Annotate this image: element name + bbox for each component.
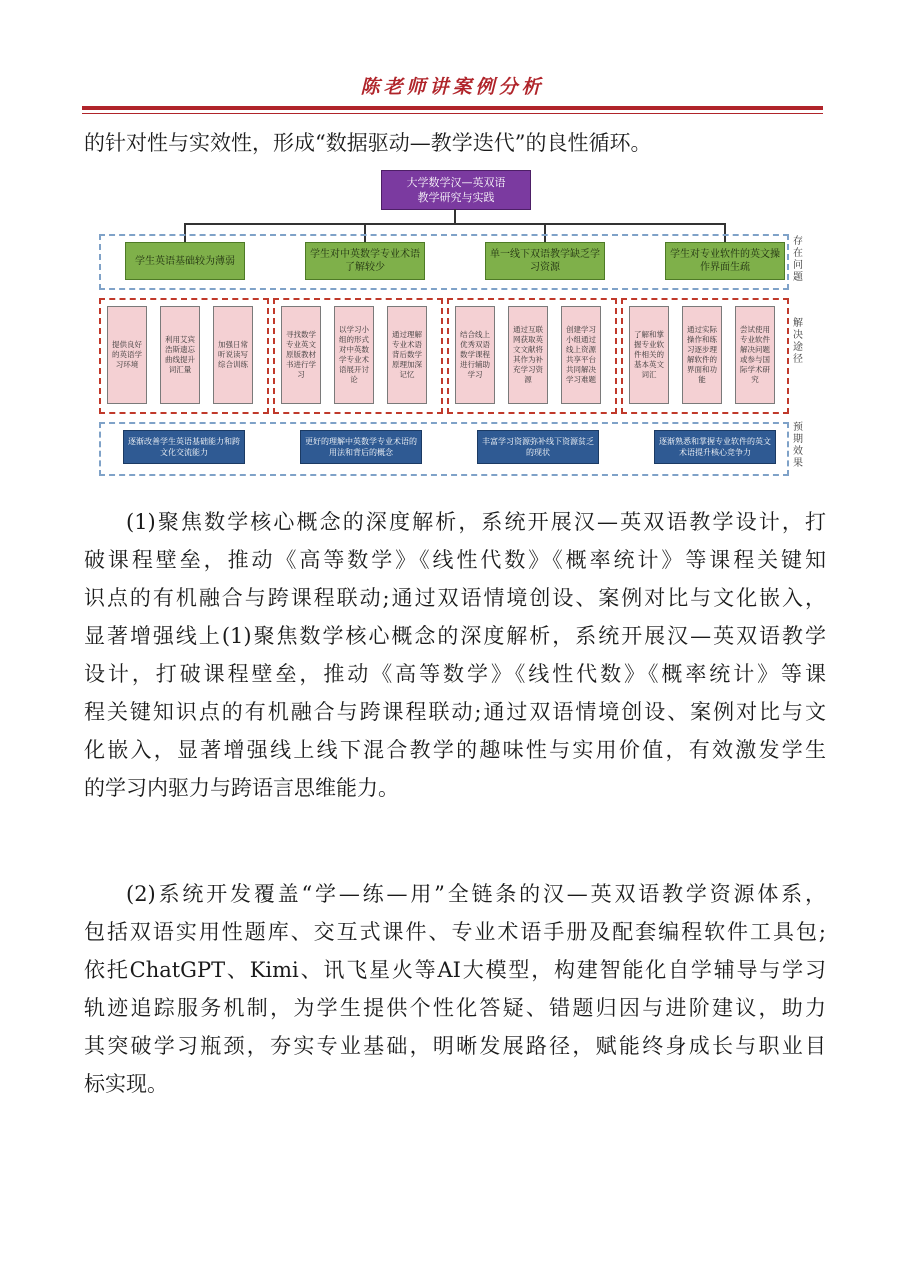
solution-box: 提供良好的英语学习环境	[107, 306, 147, 404]
side-label: 预期效果	[793, 422, 803, 469]
framework-diagram	[97, 168, 812, 482]
paragraph-line: 的学习内驱力与跨语言思维能力。	[84, 776, 399, 800]
intro-line: 的针对性与实效性，形成“数据驱动—教学迭代”的良性循环。	[84, 131, 652, 155]
paragraph-line: (1)聚焦数学核心概念的深度解析，系统开展汉—英双语教学设计，打	[126, 510, 826, 534]
diagram-title-line: 大学数学汉—英双语	[406, 176, 506, 189]
solution-box: 以学习小组的形式对中英数学专业术语展开讨论	[334, 306, 374, 404]
diagram-title	[381, 170, 531, 210]
header-rule	[82, 106, 823, 110]
paragraph-line: 包括双语实用性题库、交互式课件、专业术语手册及配套编程软件工具包;	[84, 920, 826, 944]
diagram-title-line: 教学研究与实践	[417, 191, 495, 204]
intro-paragraph	[84, 124, 826, 162]
paragraph-line: 化嵌入，显著增强线上线下混合教学的趣味性与实用价值，有效激发学生	[84, 738, 826, 762]
header-title: 陈老师讲案例分析	[360, 76, 545, 98]
problem-box: 学生对中英数学专业术语了解较少	[305, 242, 425, 280]
solution-box: 创建学习小组通过线上资源共享平台共同解决学习难题	[561, 306, 601, 404]
solution-box: 通过互联网获取英文文献将其作为补充学习资源	[508, 306, 548, 404]
solution-box: 尝试使用专业软件解决问题或参与国际学术研究	[735, 306, 775, 404]
solution-box: 通过理解专业术语背后数学原理加深记忆	[387, 306, 427, 404]
outcome-box: 丰富学习资源弥补线下资源贫乏的现状	[477, 430, 599, 464]
paragraph-line: 识点的有机融合与跨课程联动;通过双语情境创设、案例对比与文化嵌入，	[84, 586, 826, 610]
solution-box: 了解和掌握专业软件相关的基本英文词汇	[629, 306, 669, 404]
solution-box: 寻找数学专业英文原版教材书进行学习	[281, 306, 321, 404]
outcome-box: 逐渐熟悉和掌握专业软件的英文术语提升核心竞争力	[654, 430, 776, 464]
side-label: 解决途径	[793, 318, 803, 365]
paragraph-line: 轨迹追踪服务机制，为学生提供个性化答疑、错题归因与进阶建议，助力	[84, 996, 826, 1020]
paragraph-line: 破课程壁垒，推动《高等数学》《线性代数》《概率统计》等课程关键知	[84, 548, 826, 572]
solution-box: 利用艾宾浩斯遗忘曲线提升词汇量	[160, 306, 200, 404]
solution-box: 通过实际操作和练习逐步理解软件的界面和功能	[682, 306, 722, 404]
connector	[184, 223, 724, 225]
paragraph-2	[84, 875, 826, 1103]
outcome-box: 更好的理解中英数学专业术语的用法和背后的概念	[300, 430, 422, 464]
solution-box: 加强日常听说读写综合训练	[213, 306, 253, 404]
problem-box: 学生对专业软件的英文操作界面生疏	[665, 242, 785, 280]
side-label: 存在问题	[793, 236, 803, 283]
paragraph-line: 其突破学习瓶颈，夯实专业基础，明晰发展路径，赋能终身成长与职业目	[84, 1034, 826, 1058]
connector	[454, 209, 456, 223]
paragraph-1	[84, 503, 826, 807]
paragraph-line: (2)系统开发覆盖“学—练—用”全链条的汉—英双语教学资源体系，	[126, 882, 826, 906]
paragraph-line: 依托ChatGPT、Kimi、讯飞星火等AI大模型，构建智能化自学辅导与学习	[84, 958, 826, 982]
header-rule-thin	[82, 113, 823, 114]
paragraph-line: 设计，打破课程壁垒，推动《高等数学》《线性代数》《概率统计》等课	[84, 662, 826, 686]
outcome-box: 逐渐改善学生英语基础能力和跨文化交流能力	[123, 430, 245, 464]
problem-box: 单一线下双语教学缺乏学习资源	[485, 242, 605, 280]
solution-box: 结合线上优秀双语数学课程进行辅助学习	[455, 306, 495, 404]
problem-box: 学生英语基础较为薄弱	[125, 242, 245, 280]
paragraph-line: 程关键知识点的有机融合与跨课程联动;通过双语情境创设、案例对比与文	[84, 700, 826, 724]
paragraph-line: 标实现。	[84, 1072, 168, 1096]
paragraph-line: 显著增强线上(1)聚焦数学核心概念的深度解析，系统开展汉—英双语教学	[84, 624, 826, 648]
